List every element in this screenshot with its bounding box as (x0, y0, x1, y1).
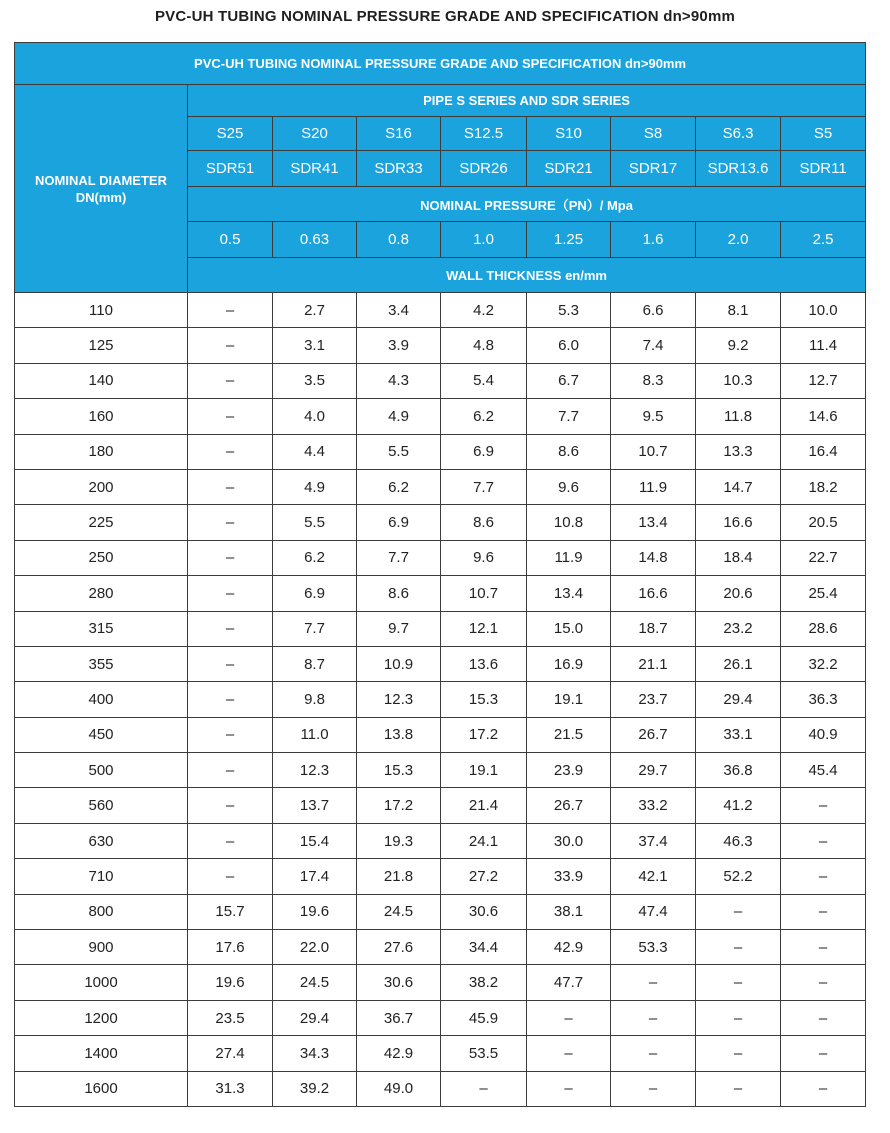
wall-thickness-cell: 21.8 (357, 859, 441, 894)
wall-thickness-cell: 19.6 (273, 894, 357, 929)
series-header: PIPE S SERIES AND SDR SERIES (188, 85, 866, 117)
sdr-series-cell: SDR41 (273, 151, 357, 187)
table-row (15, 1000, 866, 1035)
s-series-cell: S25 (188, 117, 273, 151)
wall-thickness-cell: 40.9 (781, 717, 866, 752)
wall-thickness-cell: 29.7 (611, 753, 696, 788)
dn-cell: 1200 (15, 1000, 188, 1035)
wall-thickness-cell: 3.4 (357, 293, 441, 328)
dn-cell: 225 (15, 505, 188, 540)
wall-thickness-cell: 17.2 (441, 717, 527, 752)
table-row (15, 434, 866, 469)
wall-thickness-cell: – (781, 859, 866, 894)
wall-thickness-cell: 29.4 (273, 1000, 357, 1035)
dn-cell: 900 (15, 930, 188, 965)
wall-thickness-cell: 10.8 (527, 505, 611, 540)
wall-thickness-cell: 15.4 (273, 823, 357, 858)
s-series-cell: S5 (781, 117, 866, 151)
wall-thickness-cell: 47.7 (527, 965, 611, 1000)
pressure-cell: 1.25 (527, 222, 611, 258)
pressure-cell: 0.5 (188, 222, 273, 258)
wall-thickness-cell: 29.4 (696, 682, 781, 717)
wall-thickness-cell: 13.6 (441, 646, 527, 681)
wall-thickness-cell: 9.7 (357, 611, 441, 646)
table-row (15, 540, 866, 575)
wall-thickness-cell: 19.1 (441, 753, 527, 788)
wall-thickness-cell: – (188, 540, 273, 575)
table-row (15, 965, 866, 1000)
wall-thickness-cell: 52.2 (696, 859, 781, 894)
wall-thickness-cell: – (781, 788, 866, 823)
wall-thickness-cell: 4.4 (273, 434, 357, 469)
wall-thickness-cell: 6.9 (273, 576, 357, 611)
sdr-series-cell: SDR33 (357, 151, 441, 187)
wall-thickness-cell: 33.2 (611, 788, 696, 823)
wall-thickness-cell: 4.2 (441, 293, 527, 328)
wall-thickness-cell: 15.3 (441, 682, 527, 717)
wall-thickness-cell: 18.4 (696, 540, 781, 575)
wall-thickness-cell: 6.7 (527, 363, 611, 398)
wall-thickness-cell: 6.0 (527, 328, 611, 363)
wall-thickness-cell: 15.7 (188, 894, 273, 929)
dn-cell: 280 (15, 576, 188, 611)
wall-thickness-cell: 9.8 (273, 682, 357, 717)
pressure-cell: 2.0 (696, 222, 781, 258)
wall-thickness-cell: – (781, 823, 866, 858)
wall-thickness-cell: 23.5 (188, 1000, 273, 1035)
wall-thickness-cell: 36.7 (357, 1000, 441, 1035)
wall-thickness-cell: 11.4 (781, 328, 866, 363)
table-body (15, 293, 866, 1107)
wall-thickness-cell: 18.7 (611, 611, 696, 646)
wall-thickness-cell: 24.5 (273, 965, 357, 1000)
table-row (15, 399, 866, 434)
wall-thickness-cell: 12.7 (781, 363, 866, 398)
dn-cell: 355 (15, 646, 188, 681)
wall-thickness-cell: 8.1 (696, 293, 781, 328)
s-series-cell: S6.3 (696, 117, 781, 151)
wall-thickness-cell: – (781, 1036, 866, 1071)
wall-thickness-cell: 4.9 (357, 399, 441, 434)
wall-thickness-cell: 23.9 (527, 753, 611, 788)
table-row (15, 363, 866, 398)
dn-cell: 1000 (15, 965, 188, 1000)
table-caption: PVC-UH TUBING NOMINAL PRESSURE GRADE AND SPECIFICATION dn>90mm (15, 43, 866, 85)
wall-thickness-cell: 3.1 (273, 328, 357, 363)
s-series-cell: S20 (273, 117, 357, 151)
wall-thickness-cell: – (611, 965, 696, 1000)
wall-thickness-cell: 20.5 (781, 505, 866, 540)
wall-thickness-cell: 7.7 (441, 469, 527, 504)
dn-cell: 800 (15, 894, 188, 929)
wall-thickness-cell: 30.6 (441, 894, 527, 929)
wall-thickness-cell: – (527, 1036, 611, 1071)
wall-thickness-cell: – (527, 1000, 611, 1035)
wall-thickness-cell: 22.0 (273, 930, 357, 965)
wall-thickness-cell: – (188, 611, 273, 646)
wall-thickness-cell: 27.4 (188, 1036, 273, 1071)
dn-cell: 110 (15, 293, 188, 328)
dn-cell: 560 (15, 788, 188, 823)
wall-thickness-cell: 42.1 (611, 859, 696, 894)
wall-thickness-cell: 8.3 (611, 363, 696, 398)
wall-thickness-cell: 5.5 (273, 505, 357, 540)
wall-thickness-cell: 45.9 (441, 1000, 527, 1035)
wall-thickness-cell: – (781, 965, 866, 1000)
s-series-cell: S8 (611, 117, 696, 151)
wall-thickness-cell: 27.6 (357, 930, 441, 965)
wall-thickness-cell: 13.4 (611, 505, 696, 540)
wall-thickness-cell: 28.6 (781, 611, 866, 646)
dn-cell: 1600 (15, 1071, 188, 1106)
wall-thickness-cell: 14.7 (696, 469, 781, 504)
pressure-cell: 1.0 (441, 222, 527, 258)
wall-thickness-cell: 8.6 (357, 576, 441, 611)
wall-thickness-cell: 6.9 (357, 505, 441, 540)
table-row (15, 469, 866, 504)
table-row (15, 611, 866, 646)
wall-thickness-cell: 9.6 (441, 540, 527, 575)
wall-thickness-cell: – (188, 399, 273, 434)
wall-thickness-cell: 42.9 (357, 1036, 441, 1071)
dn-cell: 200 (15, 469, 188, 504)
pressure-cell: 1.6 (611, 222, 696, 258)
wall-thickness-cell: – (188, 859, 273, 894)
wall-thickness-cell: 36.3 (781, 682, 866, 717)
sdr-series-cell: SDR26 (441, 151, 527, 187)
wall-thickness-cell: 12.1 (441, 611, 527, 646)
wall-thickness-cell: 39.2 (273, 1071, 357, 1106)
wall-thickness-cell: 6.6 (611, 293, 696, 328)
wall-thickness-cell: 18.2 (781, 469, 866, 504)
wall-thickness-cell: 7.7 (527, 399, 611, 434)
wall-thickness-cell: 17.4 (273, 859, 357, 894)
wall-thickness-cell: 26.1 (696, 646, 781, 681)
wall-thickness-cell: – (188, 328, 273, 363)
wall-thickness-cell: – (188, 788, 273, 823)
dn-cell: 180 (15, 434, 188, 469)
table-row (15, 293, 866, 328)
dn-cell: 710 (15, 859, 188, 894)
wall-thickness-cell: 4.0 (273, 399, 357, 434)
wall-thickness-cell: – (188, 293, 273, 328)
wall-thickness-cell: 9.6 (527, 469, 611, 504)
wall-thickness-cell: 34.3 (273, 1036, 357, 1071)
wall-thickness-cell: 23.7 (611, 682, 696, 717)
table-row (15, 682, 866, 717)
wall-thickness-cell: – (611, 1071, 696, 1106)
wall-thickness-cell: – (696, 965, 781, 1000)
wall-thickness-cell: – (696, 1000, 781, 1035)
wall-thickness-cell: 16.6 (611, 576, 696, 611)
wall-thickness-cell: 38.2 (441, 965, 527, 1000)
wall-thickness-cell: 47.4 (611, 894, 696, 929)
wall-thickness-cell: 24.5 (357, 894, 441, 929)
wall-thickness-cell: 11.9 (527, 540, 611, 575)
wall-thickness-cell: 6.2 (357, 469, 441, 504)
wall-thickness-cell: 2.7 (273, 293, 357, 328)
wall-thickness-cell: 33.1 (696, 717, 781, 752)
wall-thickness-cell: 16.4 (781, 434, 866, 469)
table-row (15, 894, 866, 929)
wall-thickness-cell: 17.2 (357, 788, 441, 823)
wall-thickness-cell: 30.0 (527, 823, 611, 858)
wall-thickness-cell: 16.6 (696, 505, 781, 540)
wall-thickness-cell: 15.3 (357, 753, 441, 788)
sdr-series-cell: SDR21 (527, 151, 611, 187)
wall-thickness-cell: 13.7 (273, 788, 357, 823)
wall-thickness-cell: 9.2 (696, 328, 781, 363)
dn-cell: 315 (15, 611, 188, 646)
wall-thickness-cell: – (188, 682, 273, 717)
wall-thickness-cell: 16.9 (527, 646, 611, 681)
wall-thickness-cell: 4.8 (441, 328, 527, 363)
wall-thickness-cell: 26.7 (527, 788, 611, 823)
sdr-series-cell: SDR11 (781, 151, 866, 187)
wall-thickness-cell: 5.4 (441, 363, 527, 398)
wall-thickness-cell: – (441, 1071, 527, 1106)
wall-thickness-cell: – (527, 1071, 611, 1106)
sdr-series-cell: SDR51 (188, 151, 273, 187)
wall-thickness-cell: – (188, 363, 273, 398)
page-title: PVC-UH TUBING NOMINAL PRESSURE GRADE AND SPECIFICATION dn>90mm (154, 8, 736, 25)
dn-header-line1: NOMINAL DIAMETER (35, 172, 167, 188)
wall-thickness-cell: 14.8 (611, 540, 696, 575)
wall-thickness-cell: – (188, 753, 273, 788)
wall-thickness-cell: 21.5 (527, 717, 611, 752)
wall-thickness-cell: 31.3 (188, 1071, 273, 1106)
wall-thickness-cell: 45.4 (781, 753, 866, 788)
wall-thickness-cell: 12.3 (273, 753, 357, 788)
pressure-cell: 2.5 (781, 222, 866, 258)
wall-thickness-cell: 10.0 (781, 293, 866, 328)
wall-thickness-cell: – (188, 576, 273, 611)
table-row (15, 788, 866, 823)
wall-thickness-cell: 19.1 (527, 682, 611, 717)
wall-thickness-cell: – (611, 1036, 696, 1071)
s-series-cell: S16 (357, 117, 441, 151)
wall-thickness-cell: 53.3 (611, 930, 696, 965)
wall-thickness-cell: 12.3 (357, 682, 441, 717)
wall-thickness-cell: – (611, 1000, 696, 1035)
wall-thickness-cell: – (188, 646, 273, 681)
wall-thickness-cell: 10.7 (441, 576, 527, 611)
wall-thickness-cell: 8.6 (441, 505, 527, 540)
s-series-cell: S12.5 (441, 117, 527, 151)
sdr-series-cell: SDR13.6 (696, 151, 781, 187)
wall-thickness-cell: – (188, 469, 273, 504)
wall-thickness-cell: 4.9 (273, 469, 357, 504)
wall-thickness-cell: 19.3 (357, 823, 441, 858)
table-row (15, 576, 866, 611)
wall-thickness-cell: 21.1 (611, 646, 696, 681)
wall-thickness-cell: – (696, 1071, 781, 1106)
wall-thickness-cell: 8.6 (527, 434, 611, 469)
pressure-cell: 0.8 (357, 222, 441, 258)
wall-thickness-cell: 32.2 (781, 646, 866, 681)
wall-thickness-header: WALL THICKNESS en/mm (188, 258, 866, 293)
dn-cell: 630 (15, 823, 188, 858)
wall-thickness-cell: 33.9 (527, 859, 611, 894)
wall-thickness-cell: 6.9 (441, 434, 527, 469)
table-row (15, 717, 866, 752)
dn-cell: 250 (15, 540, 188, 575)
wall-thickness-cell: 23.2 (696, 611, 781, 646)
table-row (15, 1036, 866, 1071)
table-row (15, 646, 866, 681)
wall-thickness-cell: 11.9 (611, 469, 696, 504)
dn-cell: 400 (15, 682, 188, 717)
wall-thickness-cell: – (781, 1000, 866, 1035)
wall-thickness-cell: 37.4 (611, 823, 696, 858)
wall-thickness-cell: 26.7 (611, 717, 696, 752)
wall-thickness-cell: 3.9 (357, 328, 441, 363)
wall-thickness-cell: 10.3 (696, 363, 781, 398)
wall-thickness-cell: 5.3 (527, 293, 611, 328)
dn-header-line2: DN(mm) (75, 189, 127, 205)
wall-thickness-cell: 38.1 (527, 894, 611, 929)
wall-thickness-cell: 5.5 (357, 434, 441, 469)
table-row (15, 823, 866, 858)
dn-cell: 160 (15, 399, 188, 434)
wall-thickness-cell: – (696, 1036, 781, 1071)
wall-thickness-cell: 30.6 (357, 965, 441, 1000)
wall-thickness-cell: 10.9 (357, 646, 441, 681)
table-row (15, 753, 866, 788)
wall-thickness-cell: – (696, 894, 781, 929)
table-row (15, 505, 866, 540)
wall-thickness-cell: 8.7 (273, 646, 357, 681)
wall-thickness-cell: 10.7 (611, 434, 696, 469)
wall-thickness-cell: – (781, 1071, 866, 1106)
wall-thickness-cell: 9.5 (611, 399, 696, 434)
wall-thickness-cell: 46.3 (696, 823, 781, 858)
dn-cell: 125 (15, 328, 188, 363)
pressure-header: NOMINAL PRESSURE（PN）/ Mpa (188, 187, 866, 222)
wall-thickness-cell: 42.9 (527, 930, 611, 965)
wall-thickness-cell: 11.0 (273, 717, 357, 752)
wall-thickness-cell: 17.6 (188, 930, 273, 965)
dn-cell: 500 (15, 753, 188, 788)
pressure-cell: 0.63 (273, 222, 357, 258)
wall-thickness-cell: 6.2 (441, 399, 527, 434)
wall-thickness-cell: – (781, 894, 866, 929)
wall-thickness-cell: 53.5 (441, 1036, 527, 1071)
wall-thickness-cell: 3.5 (273, 363, 357, 398)
wall-thickness-cell: 6.2 (273, 540, 357, 575)
dn-cell: 140 (15, 363, 188, 398)
table-row (15, 1071, 866, 1106)
wall-thickness-cell: 49.0 (357, 1071, 441, 1106)
wall-thickness-cell: – (696, 930, 781, 965)
wall-thickness-cell: 22.7 (781, 540, 866, 575)
table-row (15, 859, 866, 894)
wall-thickness-cell: 14.6 (781, 399, 866, 434)
dn-cell: 1400 (15, 1036, 188, 1071)
wall-thickness-cell: – (188, 823, 273, 858)
s-series-cell: S10 (527, 117, 611, 151)
dn-header (15, 85, 188, 293)
wall-thickness-cell: 19.6 (188, 965, 273, 1000)
wall-thickness-cell: 7.7 (273, 611, 357, 646)
wall-thickness-cell: 34.4 (441, 930, 527, 965)
sdr-series-cell: SDR17 (611, 151, 696, 187)
wall-thickness-cell: 13.4 (527, 576, 611, 611)
wall-thickness-cell: 13.8 (357, 717, 441, 752)
wall-thickness-cell: 20.6 (696, 576, 781, 611)
dn-cell: 450 (15, 717, 188, 752)
wall-thickness-cell: 21.4 (441, 788, 527, 823)
wall-thickness-cell: 7.7 (357, 540, 441, 575)
wall-thickness-cell: – (188, 505, 273, 540)
wall-thickness-cell: 7.4 (611, 328, 696, 363)
wall-thickness-cell: 15.0 (527, 611, 611, 646)
wall-thickness-cell: 41.2 (696, 788, 781, 823)
wall-thickness-cell: – (781, 930, 866, 965)
wall-thickness-cell: – (188, 717, 273, 752)
table-row (15, 930, 866, 965)
wall-thickness-cell: – (188, 434, 273, 469)
wall-thickness-cell: 13.3 (696, 434, 781, 469)
wall-thickness-cell: 25.4 (781, 576, 866, 611)
table-row (15, 328, 866, 363)
wall-thickness-cell: 36.8 (696, 753, 781, 788)
wall-thickness-cell: 11.8 (696, 399, 781, 434)
wall-thickness-cell: 27.2 (441, 859, 527, 894)
wall-thickness-cell: 4.3 (357, 363, 441, 398)
wall-thickness-cell: 24.1 (441, 823, 527, 858)
spec-table (14, 42, 866, 1107)
